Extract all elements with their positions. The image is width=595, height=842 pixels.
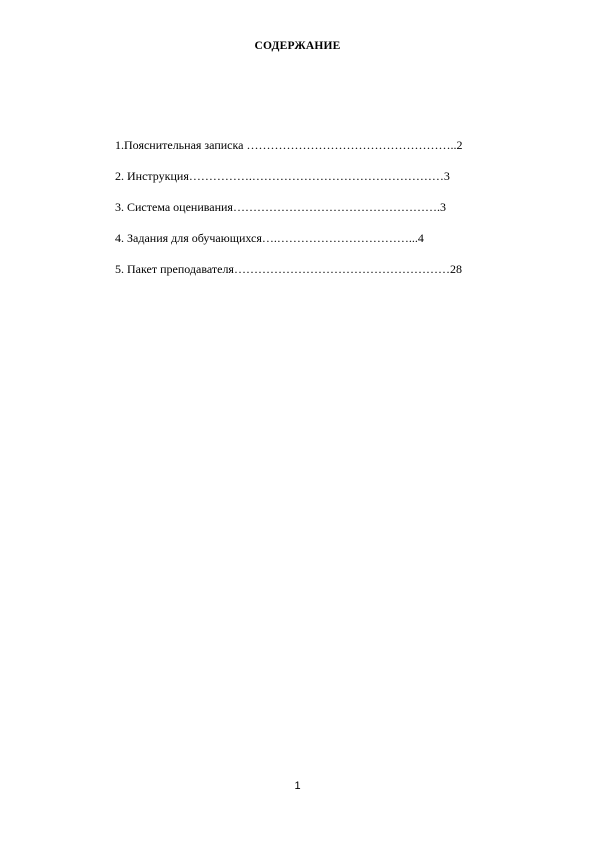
toc-entry: 1.Пояснительная записка ……………………………………………..2 [115, 138, 463, 152]
page-title: СОДЕРЖАНИЕ [254, 40, 341, 52]
toc-entry: 3. Система оценивания…………………………………………….3 [115, 200, 446, 214]
table-of-contents [115, 138, 535, 293]
page-number: 1 [294, 780, 301, 792]
toc-entry: 4. Задания для обучающихся….……………………………...4 [115, 231, 424, 245]
toc-entry: 2. Инструкция…………….…………………………………………3 [115, 169, 450, 183]
toc-entry: 5. Пакет преподавателя………………………………………………28 [115, 262, 462, 276]
